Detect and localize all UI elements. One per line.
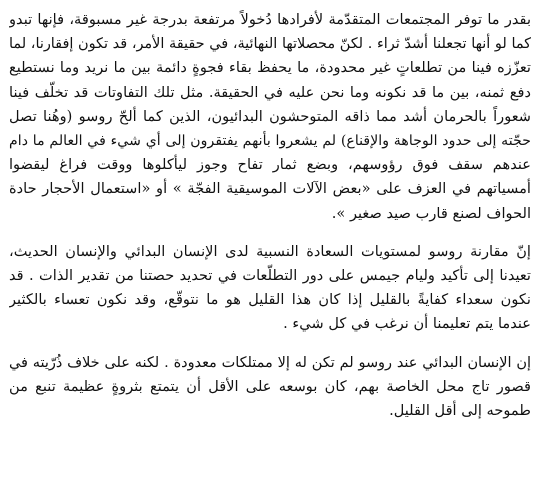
text-line: عندما يتم تعليمنا أن نرغب في كل شيء . (283, 315, 531, 333)
text-line: طموحه إلى أقل القليل. (389, 402, 531, 420)
text-line: حجّته إلى حدود الوجاهة والإقناع) لم يشعروا بأنهم يفتقرون إلى أي شيء في العالم ما دام (9, 133, 531, 150)
text-line: شعوراً بالحرمان أشد مما ذاقه المتوحشون البدائيون، الذين كما ألحّ روسو (وهُنا تصل (9, 107, 531, 125)
text-line: تعيدنا إلى تأكيد وليام جيمس على دور التطلّعات في تحديد حصتنا من تقدير الذات . قد (9, 267, 531, 285)
paragraph-1 (9, 8, 531, 226)
text-line: تعزّزه فينا من تطلعاتٍ غير محدودة، ما يحفظ بقاء فجوةٍ دائمة بين ما نريد وما نستطيع (9, 59, 531, 77)
text-line: نكون سعداء كفايةً بالقليل إذا كان هذا القليل هو ما نتوقّع، وقد نكون تعساء بالكثير (9, 291, 531, 309)
text-line: إن الإنسان البدائي عند روسو لم تكن له إلا ممتلكات معدودة . لكنه على خلاف ذُرّيته في (9, 354, 531, 371)
text-line: بقدر ما توفر المجتمعات المتقدّمة لأفرادها دُخولاً مرتفعة بدرجة غير مسبوقة، فإنها تبدو (9, 11, 531, 28)
text-line: إنّ مقارنة روسو لمستويات السعادة النسبية لدى الإنسان البدائي والإنسان الحديث، (9, 242, 531, 260)
text-line: أمسياتهم في العزف على «بعض الآلات الموسيقية الفجّة » أو «استعمال الأحجار حادة (9, 180, 531, 198)
text-line: عندهم سقف فوق رؤوسهم، وبضع ثمار تفاح وجوز ليأكلوها ووقت فراغ ليقضوا (9, 156, 531, 174)
text-line: كما لو أنها تجعلنا أشدّ ثراء . لكنّ محصلاتها النهائية، في حقيقة الأمر، قد تكون إفقارنا، لما (9, 36, 531, 53)
document-page (9, 8, 531, 423)
text-line: دفع ثمنه، بين ما قد نكونه وما نحن عليه في الحقيقة. مثل تلك التفاوتات قد تخلّف فينا (9, 83, 531, 101)
text-line: الحواف لصنع قارب صيد صغير ». (331, 204, 531, 222)
text-line: قصور تاج محل الخاصة بهم، كان بوسعه على الأقل أن يتمتع بثروةٍ عظيمة تنبع من (9, 377, 531, 395)
paragraph-2 (9, 240, 531, 337)
paragraph-3 (9, 351, 531, 424)
